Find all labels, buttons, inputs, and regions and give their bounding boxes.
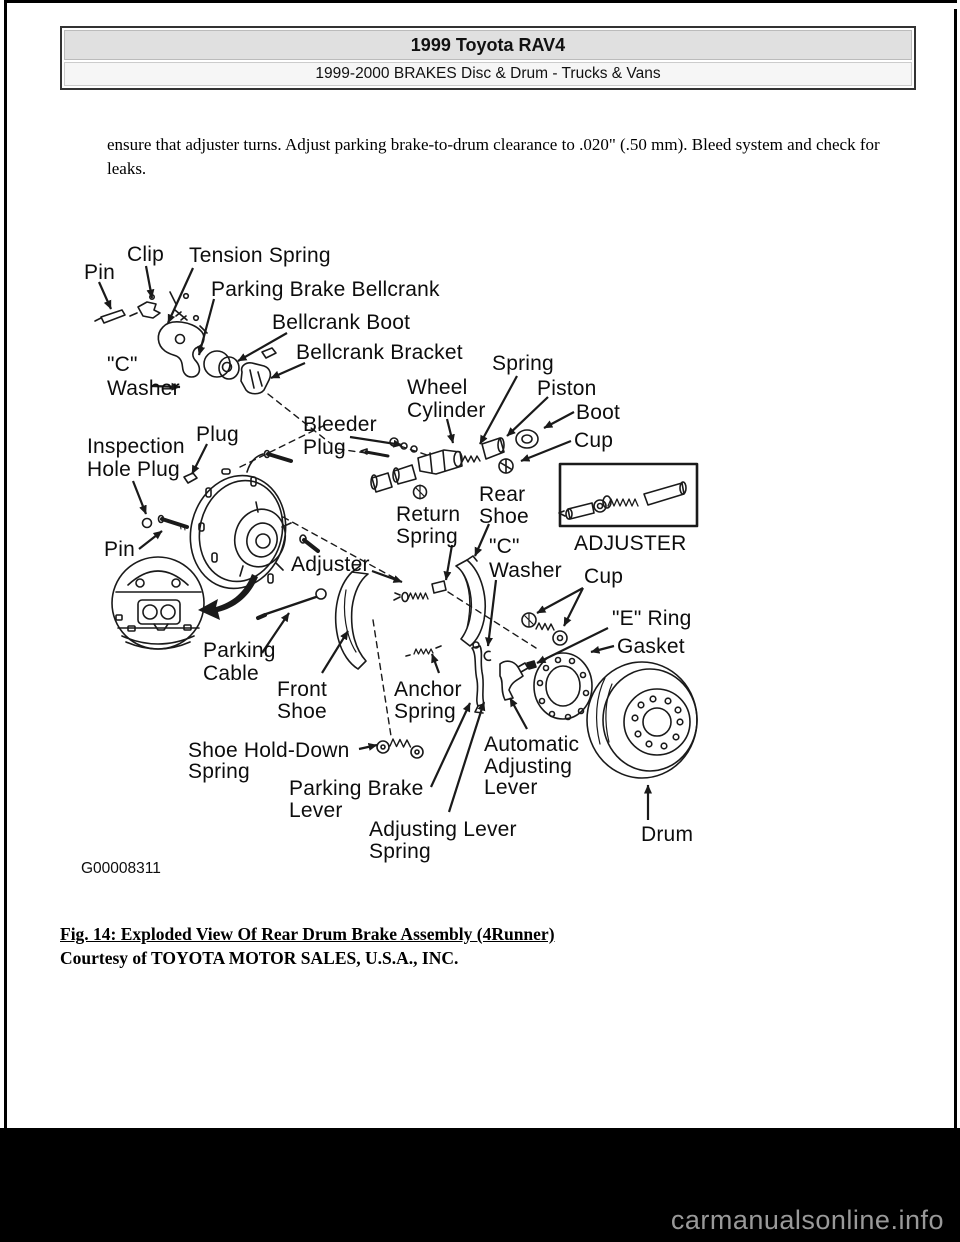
caption-line2: Courtesy of TOYOTA MOTOR SALES, U.S.A., INC. bbox=[60, 947, 459, 968]
label-pin2: Pin bbox=[104, 538, 135, 561]
label-bleeder-line2: Plug bbox=[303, 436, 346, 459]
label-rear-shoe-line2: Shoe bbox=[479, 505, 529, 528]
label-adjuster-inset: ADJUSTER bbox=[574, 532, 687, 555]
label-clip: Clip bbox=[127, 243, 164, 266]
figure-id: G00008311 bbox=[81, 860, 161, 877]
cup-part bbox=[499, 459, 513, 473]
label-adj-lever-spring-line1: Adjusting Lever bbox=[369, 818, 517, 841]
piston-part bbox=[482, 438, 504, 459]
label-wheel-cylinder-line1: Wheel bbox=[407, 376, 468, 399]
label-spring-top: Spring bbox=[492, 352, 554, 375]
label-piston: Piston bbox=[537, 377, 597, 400]
label-return-spring-line2: Spring bbox=[396, 525, 458, 548]
label-pb-lever-line1: Parking Brake bbox=[289, 777, 424, 800]
label-parking-brake-bellcrank: Parking Brake Bellcrank bbox=[211, 278, 440, 301]
cylinder-spring-part bbox=[462, 456, 480, 462]
label-auto-lever-line1: Automatic bbox=[484, 733, 580, 756]
anchor-spring-part bbox=[406, 646, 441, 656]
bellcrank-bracket-part bbox=[241, 348, 276, 394]
pin2-part bbox=[159, 516, 188, 531]
figure-caption bbox=[60, 923, 760, 970]
label-adj-lever-spring-line2: Spring bbox=[369, 840, 431, 863]
bellcrank-part bbox=[158, 322, 204, 377]
label-adjuster: Adjuster bbox=[291, 553, 370, 576]
parking-cable-part bbox=[258, 589, 326, 618]
label-pb-lever-line2: Lever bbox=[289, 799, 343, 822]
footer-bar bbox=[0, 1128, 960, 1242]
label-hold-down-line2: Spring bbox=[188, 760, 250, 783]
label-parking-cable-line2: Cable bbox=[203, 662, 259, 685]
label-inspection-line2: Hole Plug bbox=[87, 458, 180, 481]
plug-part bbox=[184, 473, 197, 483]
parking-brake-lever-part bbox=[472, 642, 484, 713]
label-auto-lever-line3: Lever bbox=[484, 776, 538, 799]
label-inspection-line1: Inspection bbox=[87, 435, 185, 458]
label-c-washer1-line2: Washer bbox=[107, 377, 180, 400]
gasket-part bbox=[534, 653, 592, 720]
label-anchor-spring-line1: Anchor bbox=[394, 678, 462, 701]
label-boot: Boot bbox=[576, 401, 620, 424]
label-cup-top: Cup bbox=[574, 429, 614, 452]
label-cup2: Cup bbox=[584, 565, 624, 588]
label-return-spring-line1: Return bbox=[396, 503, 461, 526]
pin3-part bbox=[265, 451, 292, 462]
detail-inset-circle bbox=[112, 557, 204, 649]
watermark-text: carmanualsonline.info bbox=[670, 1205, 944, 1235]
inspection-hole-plug-part bbox=[143, 519, 152, 528]
clip-part bbox=[130, 295, 160, 318]
page-border-top bbox=[4, 0, 957, 3]
label-bleeder-line1: Bleeder bbox=[303, 413, 377, 436]
front-shoe-part bbox=[336, 566, 368, 669]
label-wheel-cylinder-line2: Cylinder bbox=[407, 399, 486, 422]
label-bellcrank-boot: Bellcrank Boot bbox=[272, 311, 411, 334]
tension-spring-part bbox=[170, 292, 207, 333]
caption-line1: Fig. 14: Exploded View Of Rear Drum Brake Assembly (4Runner) bbox=[60, 924, 555, 944]
label-c-washer1-line1: "C" bbox=[107, 353, 138, 376]
label-front-shoe-line1: Front bbox=[277, 678, 328, 701]
boot-part bbox=[516, 430, 538, 448]
label-tension-spring: Tension Spring bbox=[189, 244, 331, 267]
label-rear-shoe-line1: Rear bbox=[479, 483, 526, 506]
cup-spring-cup-parts bbox=[522, 613, 567, 645]
header-table bbox=[60, 26, 916, 90]
label-anchor-spring-line2: Spring bbox=[394, 700, 456, 723]
label-c-washer2-line1: "C" bbox=[489, 535, 520, 558]
adjuster-screw-part bbox=[394, 581, 446, 602]
drum-part bbox=[587, 662, 697, 778]
shoe-hold-down-spring-part bbox=[377, 739, 423, 758]
label-bellcrank-bracket: Bellcrank Bracket bbox=[296, 341, 463, 364]
label-front-shoe-line2: Shoe bbox=[277, 700, 327, 723]
label-parking-cable-line1: Parking bbox=[203, 639, 276, 662]
exploded-diagram bbox=[0, 230, 760, 890]
instruction-text: ensure that adjuster turns. Adjust parking brake-to-drum clearance to .020" (.50 mm). Bleed system and check for leaks. bbox=[107, 135, 880, 178]
page-title: 1999 Toyota RAV4 bbox=[64, 30, 912, 60]
label-plug: Plug bbox=[196, 423, 239, 446]
return-spring-parts bbox=[371, 465, 427, 499]
label-pin1: Pin bbox=[84, 261, 115, 284]
automatic-adjusting-lever-part bbox=[500, 661, 528, 700]
adjuster-inset-box bbox=[559, 464, 697, 526]
wheel-cylinder-part bbox=[361, 438, 462, 474]
pin-part bbox=[95, 310, 125, 323]
label-auto-lever-line2: Adjusting bbox=[484, 755, 573, 778]
bellcrank-boot-part bbox=[204, 351, 239, 379]
e-ring-part bbox=[527, 661, 536, 669]
label-hold-down-line1: Shoe Hold-Down bbox=[188, 739, 350, 762]
label-gasket: Gasket bbox=[617, 635, 685, 658]
c-washer-small-part bbox=[484, 651, 490, 660]
label-c-washer2-line2: Washer bbox=[489, 559, 562, 582]
label-drum: Drum bbox=[641, 823, 694, 846]
page-subtitle: 1999-2000 BRAKES Disc & Drum - Trucks & Vans bbox=[64, 62, 912, 86]
label-e-ring: "E" Ring bbox=[612, 607, 692, 630]
screw-part bbox=[300, 535, 318, 551]
rear-shoe-part bbox=[456, 556, 485, 646]
page-border-right bbox=[954, 9, 957, 1130]
